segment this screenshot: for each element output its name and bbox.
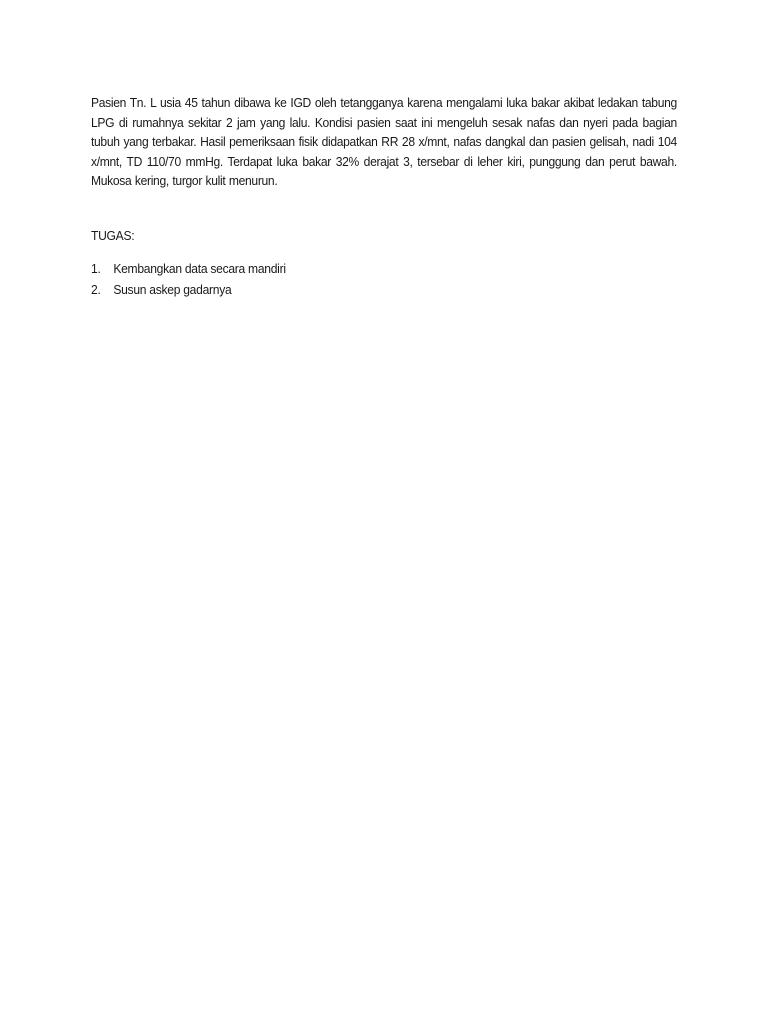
list-item-text: Susun askep gadarnya: [113, 282, 232, 297]
task-heading: TUGAS:: [91, 228, 135, 243]
list-item-number: 1.: [91, 261, 101, 276]
list-item-number: 2.: [91, 282, 101, 297]
list-item: [91, 279, 286, 300]
task-list: [91, 258, 286, 300]
list-item-text: Kembangkan data secara mandiri: [113, 261, 286, 276]
list-item: [91, 258, 286, 279]
case-paragraph: Pasien Tn. L usia 45 tahun dibawa ke IGD oleh tetangganya karena mengalami luka bakar akibat ledakan tabung LPG di rumahnya sekitar 2 jam yang lalu. Kondisi pasien saat ini mengeluh sesak nafas dan nyeri pada bagian tubuh yang terbakar. Hasil pemeriksaan fisik didapatkan RR 28 x/mnt, nafas dangkal dan pasien gelisah, nadi 104 x/mnt, TD 110/70 mmHg. Terdapat luka bakar 32% derajat 3, tersebar di leher kiri, punggung dan perut bawah. Mukosa kering, turgor kulit menurun.: [91, 95, 677, 188]
